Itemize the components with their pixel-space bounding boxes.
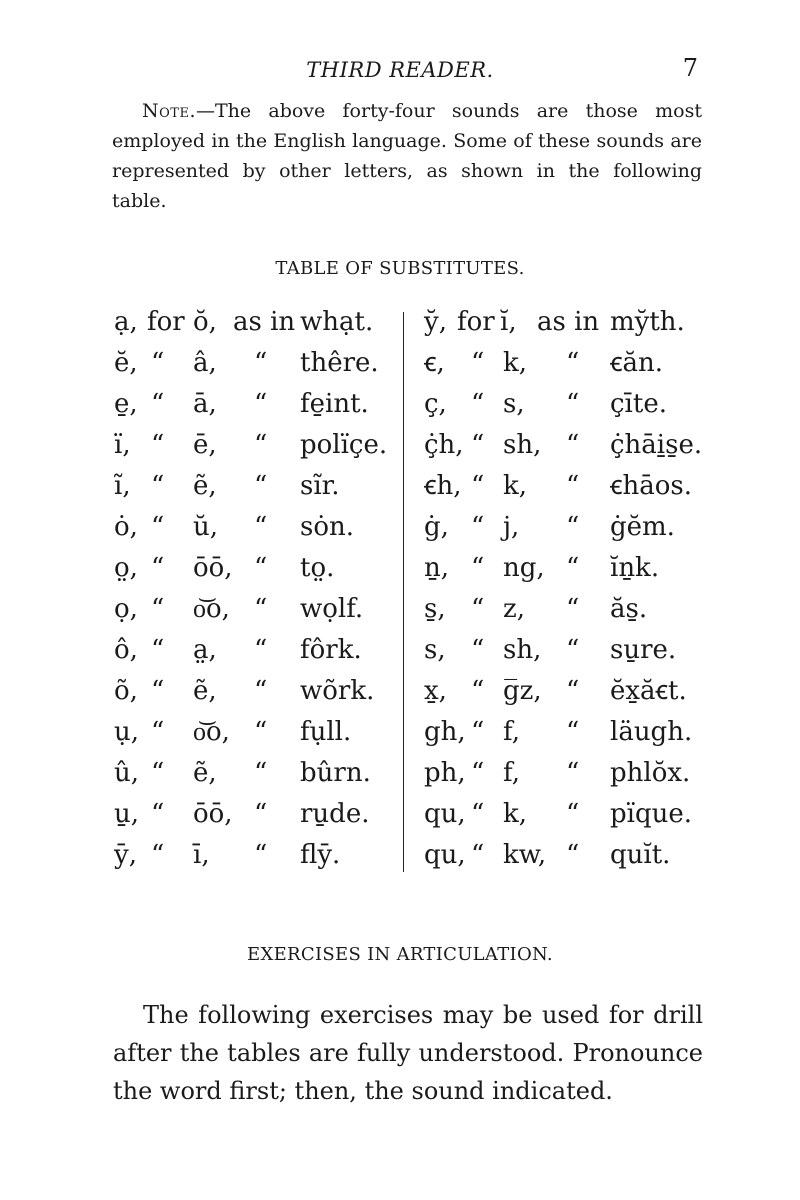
exercises-heading: EXERCISES IN ARTICULATION. (247, 944, 553, 965)
table-cell: “ (566, 840, 580, 870)
table-cell: “ (254, 594, 268, 624)
table-cell: ā, (193, 389, 217, 419)
table-row (0, 753, 800, 793)
table-cell: for (457, 307, 495, 337)
table-cell: “ (254, 471, 268, 501)
table-cell: ṉ, (424, 553, 450, 583)
table-cell: ụ, (114, 717, 140, 747)
table-cell: “ (151, 512, 165, 542)
table-cell: wõrk. (300, 676, 375, 706)
table-cell: ĕx̱ăꞓt. (610, 676, 687, 706)
table-cell: “ (151, 758, 165, 788)
table-cell: ng, (503, 553, 545, 583)
table-cell: sȯn. (300, 512, 355, 542)
table-cell: “ (566, 676, 580, 706)
table-cell: o͝o, (193, 594, 230, 624)
table-cell: “ (471, 471, 485, 501)
table-cell: o̤, (114, 553, 138, 583)
table-cell: wọlf. (300, 594, 364, 624)
table-cell: çīte. (610, 389, 667, 419)
note-text: —The above forty-four sounds are those most employed in the English language. Some of these sounds are represented by other letters, as shown in the following table. (112, 100, 702, 212)
table-cell: y̆, (424, 307, 447, 337)
table-row (0, 835, 800, 875)
table-heading: TABLE OF SUBSTITUTES. (275, 258, 525, 279)
table-cell: ẽ, (193, 676, 217, 706)
table-cell: “ (566, 553, 580, 583)
table-cell: s̱, (424, 594, 446, 624)
table-cell: “ (471, 594, 485, 624)
table-cell: ẽ, (193, 758, 217, 788)
table-cell: ăs̱. (610, 594, 648, 624)
table-cell: thêre. (300, 348, 379, 378)
table-cell: “ (254, 676, 268, 706)
table-row (0, 548, 800, 588)
table-cell: ġ, (424, 512, 449, 542)
table-cell: “ (471, 758, 485, 788)
table-cell: “ (151, 553, 165, 583)
table-cell: ĭ, (500, 307, 517, 337)
table-cell: “ (254, 430, 268, 460)
table-cell: “ (566, 471, 580, 501)
table-cell: “ (471, 635, 485, 665)
table-cell: x̱, (424, 676, 447, 706)
table-cell: ç̇h, (424, 430, 464, 460)
table-cell: “ (566, 512, 580, 542)
table-row (0, 589, 800, 629)
table-cell: “ (471, 799, 485, 829)
table-cell: ĩ, (114, 471, 131, 501)
table-cell: “ (471, 430, 485, 460)
table-cell: pïque. (610, 799, 692, 829)
table-cell: û, (114, 758, 140, 788)
table-cell: su̱re. (610, 635, 677, 665)
table-cell: ọ, (114, 594, 138, 624)
table-cell: kw, (503, 840, 547, 870)
table-cell: ĭṉk. (610, 553, 660, 583)
table-cell: ô, (114, 635, 138, 665)
running-head (0, 54, 800, 86)
table-cell: “ (151, 430, 165, 460)
table-cell: “ (254, 799, 268, 829)
table-cell: “ (254, 553, 268, 583)
table-cell: “ (151, 635, 165, 665)
table-cell: â, (193, 348, 217, 378)
table-cell: “ (151, 840, 165, 870)
table-cell: k, (503, 799, 528, 829)
table-cell: ġĕm. (610, 512, 675, 542)
table-cell: sh, (503, 635, 542, 665)
table-cell: fôrk. (300, 635, 362, 665)
table-cell: ꞓh, (424, 471, 462, 501)
table-cell: ạ, (114, 307, 138, 337)
table-cell: “ (254, 635, 268, 665)
table-cell: ï, (114, 430, 131, 460)
table-cell: ŭ, (193, 512, 219, 542)
table-cell: “ (151, 594, 165, 624)
table-cell: quĭt. (610, 840, 671, 870)
table-cell: “ (566, 799, 580, 829)
table-cell: “ (254, 512, 268, 542)
table-cell: ẽ, (193, 471, 217, 501)
table-cell: phlŏx. (610, 758, 691, 788)
table-cell: ī, (193, 840, 210, 870)
table-cell: “ (254, 717, 268, 747)
table-row (0, 712, 800, 752)
table-row (0, 343, 800, 383)
table-cell: ȳ, (114, 840, 137, 870)
table-cell: “ (566, 635, 580, 665)
table-row (0, 384, 800, 424)
table-cell: qu, (424, 799, 466, 829)
table-cell: e̱, (114, 389, 138, 419)
table-cell: sĩr. (300, 471, 340, 501)
table-cell: k, (503, 348, 528, 378)
table-cell: “ (471, 676, 485, 706)
table-cell: “ (471, 717, 485, 747)
table-cell: “ (566, 389, 580, 419)
table-cell: “ (471, 348, 485, 378)
table-cell: ōō, (193, 553, 233, 583)
table-cell: “ (471, 389, 485, 419)
table-cell: to̤. (300, 553, 335, 583)
note-label: Note. (142, 100, 196, 122)
table-cell: “ (254, 389, 268, 419)
table-cell: s, (424, 635, 446, 665)
table-cell: ōō, (193, 799, 233, 829)
table-cell: qu, (424, 840, 466, 870)
table-cell: “ (151, 717, 165, 747)
table-cell: “ (566, 717, 580, 747)
table-cell: g̅z, (503, 676, 542, 706)
note-paragraph (112, 96, 702, 216)
table-cell: ē, (193, 430, 217, 460)
table-cell: “ (566, 430, 580, 460)
table-cell: j, (503, 512, 520, 542)
table-cell: ĕ, (114, 348, 138, 378)
table-cell: s, (503, 389, 525, 419)
running-title: THIRD READER. (306, 58, 494, 82)
table-row (0, 302, 800, 342)
table-cell: “ (254, 758, 268, 788)
table-cell: bûrn. (300, 758, 371, 788)
table-cell: for (147, 307, 185, 337)
table-cell: as in (233, 307, 296, 337)
table-cell: k, (503, 471, 528, 501)
table-cell: whạt. (300, 307, 374, 337)
page-number: 7 (682, 54, 698, 82)
table-cell: “ (151, 799, 165, 829)
exercises-paragraph: The following exercises may be used for drill after the tables are fully understood. Pronounce the word first; then, the sound indicated. (113, 1001, 703, 1105)
table-cell: sh, (503, 430, 542, 460)
table-cell: “ (151, 471, 165, 501)
table-cell: ꞓhāos. (610, 471, 692, 501)
table-cell: ph, (424, 758, 466, 788)
table-row (0, 671, 800, 711)
table-cell: “ (471, 512, 485, 542)
table-cell: f, (503, 758, 520, 788)
table-cell: ꞓ, (424, 348, 445, 378)
table-cell: fụll. (300, 717, 352, 747)
table-row (0, 630, 800, 670)
table-cell: fe̱int. (300, 389, 369, 419)
table-cell: u̱, (114, 799, 140, 829)
table-row (0, 466, 800, 506)
table-cell: “ (471, 553, 485, 583)
table-cell: “ (151, 676, 165, 706)
table-cell: “ (566, 594, 580, 624)
table-cell: läugh. (610, 717, 693, 747)
table-cell: gh, (424, 717, 466, 747)
table-cell: “ (254, 840, 268, 870)
table-cell: ç̇hāi̱s̱e. (610, 430, 703, 460)
table-cell: “ (254, 348, 268, 378)
table-cell: “ (566, 758, 580, 788)
table-cell: “ (151, 348, 165, 378)
table-cell: f, (503, 717, 520, 747)
substitutes-table (0, 302, 800, 882)
table-cell: a̤, (193, 635, 217, 665)
table-cell: “ (471, 840, 485, 870)
table-cell: “ (151, 389, 165, 419)
table-cell: flȳ. (300, 840, 341, 870)
table-row (0, 507, 800, 547)
table-cell: ꞓăn. (610, 348, 663, 378)
table-cell: o͝o, (193, 717, 230, 747)
table-cell: ru̱de. (300, 799, 370, 829)
table-row (0, 425, 800, 465)
table-cell: “ (566, 348, 580, 378)
table-cell: my̆th. (610, 307, 685, 337)
table-cell: z, (503, 594, 525, 624)
table-row (0, 794, 800, 834)
table-cell: as in (537, 307, 600, 337)
table-cell: ç, (424, 389, 447, 419)
table-cell: õ, (114, 676, 138, 706)
table-cell: ŏ, (193, 307, 217, 337)
table-cell: polïçe. (300, 430, 388, 460)
table-cell: ȯ, (114, 512, 138, 542)
